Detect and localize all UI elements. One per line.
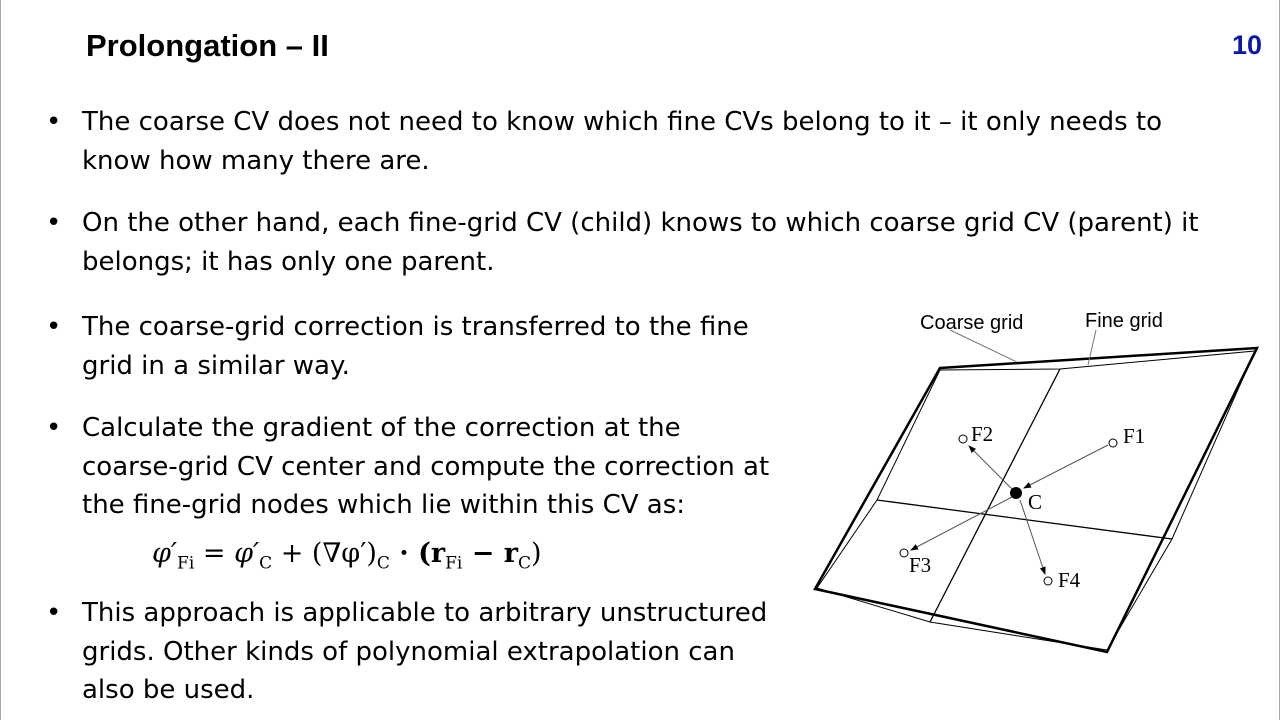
node-c	[1010, 487, 1022, 499]
f4-label: F4	[1058, 568, 1081, 592]
bullet-item: • The coarse CV does not need to know which fine CVs belong to it – it only needs to know how many there are.	[46, 103, 1206, 180]
bullet-item: • On the other hand, each fine-grid CV (child) knows to which coarse grid CV (parent) it belongs; it has only one parent.	[46, 204, 1226, 281]
f2-label: F2	[971, 422, 994, 446]
f1-label: F1	[1123, 424, 1146, 448]
f3-label: F3	[909, 553, 932, 577]
prolongation-formula: $\varphi'_{Fi} = \varphi'_C + (\nabla\varphi')_C \cdot (r_{Fi} - r_C)$	[152, 538, 542, 574]
center-label: C	[1028, 490, 1043, 514]
bullet-item: • The coarse-grid correction is transferred to the fine grid in a similar way.	[46, 308, 766, 385]
bullet-item: • Calculate the gradient of the correction at the coarse-grid CV center and compute the correction at the fine-grid nodes which lie within this CV as:	[46, 409, 776, 525]
bullet-dot: •	[46, 598, 62, 628]
page-number: 10	[1231, 30, 1262, 60]
node-f4	[1044, 577, 1052, 585]
bullet-dot: •	[46, 413, 62, 443]
slide-title: Prolongation – II	[86, 28, 329, 63]
bullet-dot: •	[46, 312, 62, 342]
coarse-grid-label: Coarse grid	[920, 312, 1024, 334]
node-f3	[900, 549, 908, 557]
fine-grid-label: Fine grid	[1085, 310, 1163, 332]
bullet-dot: •	[46, 208, 62, 238]
node-f2	[959, 435, 967, 443]
bullet-item: • This approach is applicable to arbitrary unstructured grids. Other kinds of polynomial extrapolation can also be used.	[46, 594, 776, 710]
node-f1	[1109, 439, 1117, 447]
bullet-dot: •	[46, 107, 62, 137]
